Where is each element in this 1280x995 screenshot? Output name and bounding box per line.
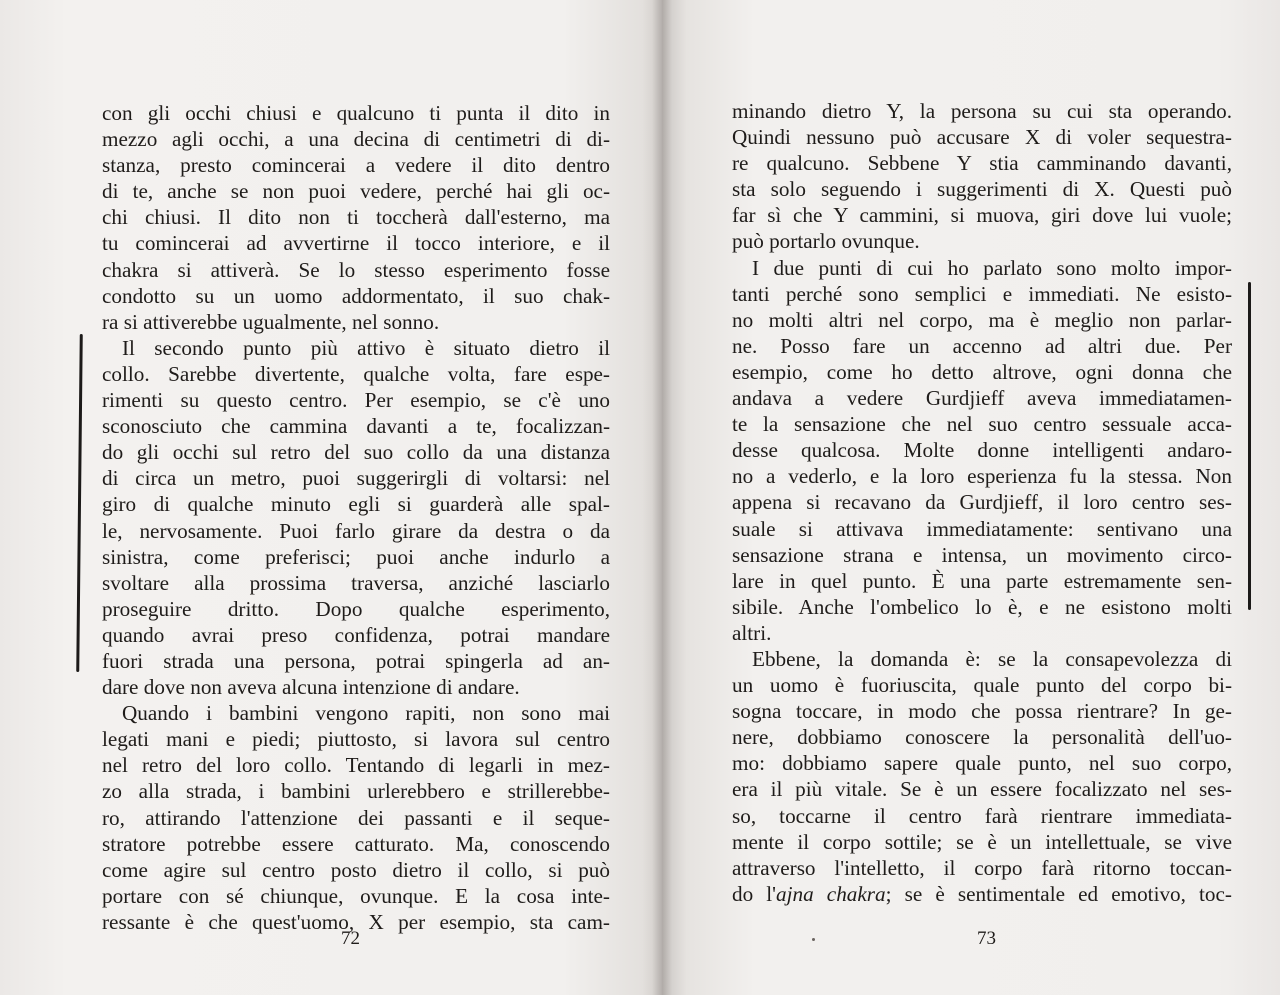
text-line: I due punti di cui ho parlato sono molto impor- [752,255,1232,280]
book-gutter [652,0,672,995]
text-line: sensazione strana e intensa, un movimento circo- [732,542,1232,567]
text-line: di circa un metro, puoi suggerirgli di voltarsi: nel [102,466,610,491]
text-line: andava a vedere Gurdjieff aveva immediatamen- [732,386,1232,411]
text-line: condotto su un uomo addormentato, il suo chak- [102,283,610,308]
text-line: le, nervosamente. Puoi farlo girare da destra o da [102,518,610,543]
text-line: suale si attivava immediatamente: sentivano una [732,516,1232,541]
text-line: con gli occhi chiusi e qualcuno ti punta il dito in [102,101,610,125]
text-line: portare con sé chiunque, ovunque. E la cosa inte- [102,883,610,908]
text-line: minando dietro Y, la persona su cui sta operando. [732,99,1232,123]
text-line: appena si recavano da Gurdjieff, il loro centro ses- [732,490,1232,515]
text-line: mezzo agli occhi, a una decina di centimetri di di- [102,127,610,152]
text-line: Ebbene, la domanda è: se la consapevolezza di [752,646,1232,671]
text-line: fuori strada una persona, potrai spingerla ad an- [102,648,610,673]
text-line: tu comincerai ad avvertirne il tocco interiore, e il [102,231,610,256]
text-line: sibile. Anche l'ombelico lo è, e ne esistono molti [732,594,1232,619]
text-line: ressante è che quest'uomo, X per esempio, sta cam- [102,909,610,934]
right-page-text [732,98,1232,907]
margin-pencil-mark [1248,282,1251,610]
text-line: proseguire dritto. Dopo qualche esperimento, [102,596,610,621]
text-line: sconosciuto che cammina davanti a te, focalizzan- [102,414,610,439]
text-line: ra si attiverebbe ugualmente, nel sonno. [102,309,440,334]
margin-pencil-mark [76,334,83,672]
text-line: ro, attirando l'attenzione dei passanti e il seque- [102,805,610,830]
text-line: era il più vitale. Se è un essere focalizzato nel ses- [732,777,1232,802]
text-line: chi chiusi. Il dito non ti toccherà dall'esterno, ma [102,205,610,230]
text-line: come agire sul centro posto dietro il collo, si può [102,857,610,882]
text-line: rimenti su questo centro. Per esempio, se c'è uno [102,388,610,413]
text-line: zo alla strada, i bambini urlerebbero e strillerebbe- [102,779,610,804]
text-line: stanza, presto comincerai a vedere il dito dentro [102,153,610,178]
page-number: 73 [977,928,996,949]
text-line: do gli occhi sul retro del suo collo da una distanza [102,440,610,465]
text-line: può portarlo ovunque. [732,229,920,254]
text-line: mente il corpo sottile; se è un intellettuale, se vive [732,829,1232,854]
text-line: tanti perché sono semplici e immediati. Ne esisto- [732,281,1232,306]
text-line: nel retro del loro collo. Tentando di legarli in mez- [102,753,610,778]
text-line: desse qualcosa. Molte donne intelligenti andaro- [732,438,1232,463]
speck [812,938,815,941]
right-page [662,0,1280,995]
text-line: ne. Posso fare un accenno ad altri due. Per [732,333,1232,358]
text-line: un uomo è fuoriuscita, quale punto del corpo bi- [732,673,1232,698]
text-line: quando avrai preso confidenza, potrai mandare [102,622,610,647]
text-line: dare dove non aveva alcuna intenzione di andare. [102,675,520,700]
text-line: no a vederlo, e la loro esperienza fu la stessa. Non [732,464,1232,489]
text-line: sinistra, come preferisci; puoi anche indurlo a [102,544,610,569]
text-line: do l'ajna chakra; se è sentimentale ed emotivo, toc- [732,881,1232,906]
text-line: far sì che Y cammini, si muova, giri dove lui vuole; [732,203,1232,228]
text-line: giro di qualche minuto egli si guarderà alle spal- [102,492,610,517]
text-line: sogna toccare, in modo che possa rientrare? In ge- [732,699,1232,724]
text-line: svoltare alla prossima traversa, anziché lasciarlo [102,570,610,595]
text-line: esempio, come ho detto altrove, ogni donna che [732,359,1232,384]
text-line: sta solo seguendo i suggerimenti di X. Questi può [732,177,1232,202]
text-line: no molti altri nel corpo, ma è meglio non parlar- [732,307,1232,332]
text-line: chakra si attiverà. Se lo stesso esperimento fosse [102,257,610,282]
page-number: 72 [341,928,360,949]
text-line: collo. Sarebbe divertente, qualche volta, fare espe- [102,361,610,386]
text-line: Quindi nessuno può accusare X di voler sequestra- [732,125,1232,150]
text-line: di te, anche se non puoi vedere, perché hai gli oc- [102,179,610,204]
text-line: altri. [732,620,772,645]
text-line: attraverso l'intelletto, il corpo farà ritorno toccan- [732,855,1232,880]
text-line: te la sensazione che nel suo centro sessuale acca- [732,412,1232,437]
text-line: stratore potrebbe essere catturato. Ma, conoscendo [102,831,610,856]
text-line: Il secondo punto più attivo è situato dietro il [122,335,610,360]
text-line: nere, dobbiamo conoscere la personalità dell'uo- [732,725,1232,750]
text-line: mo: dobbiamo sapere quale punto, nel suo corpo, [732,751,1232,776]
text-line: legati mani e piedi; piuttosto, si lavora sul centro [102,727,610,752]
text-line: Quando i bambini vengono rapiti, non sono mai [122,701,610,726]
left-page-text [102,100,610,935]
text-line: re qualcuno. Sebbene Y stia camminando davanti, [732,151,1232,176]
text-line: so, toccarne il centro farà rientrare immediata- [732,803,1232,828]
text-line: lare in quel punto. È una parte estremamente sen- [732,568,1232,593]
